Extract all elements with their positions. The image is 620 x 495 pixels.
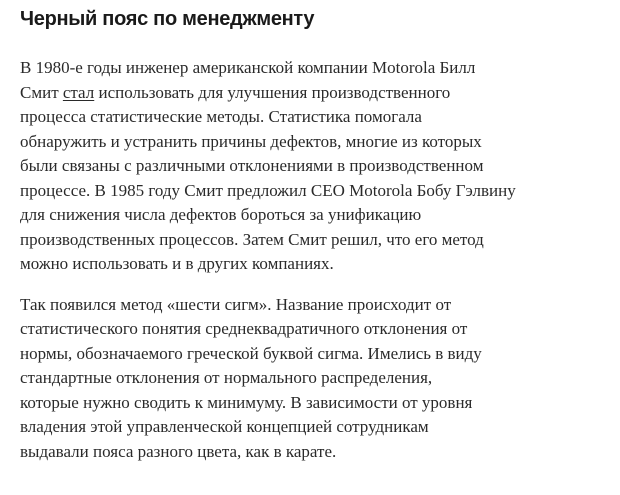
paragraph-line: процессе. В 1985 году Смит предложил CEO Motorola Бобу Гэлвину xyxy=(20,180,516,200)
paragraph-line: для снижения числа дефектов бороться за унификацию xyxy=(20,205,422,224)
paragraph-line: можно использовать и в других компаниях. xyxy=(20,254,334,273)
paragraph-line: нормы, обозначаемого греческой буквой сигма. Имелись в виду xyxy=(20,343,482,363)
paragraph-line: Так появился метод «шести сигм». Название происходит от xyxy=(20,294,452,314)
paragraph-line: обнаружить и устранить причины дефектов, многие из которых xyxy=(20,131,482,151)
paragraph-line: В 1980-е годы инженер американской компании Motorola Билл xyxy=(20,58,476,77)
article-title: Черный пояс по менеджменту xyxy=(20,8,315,30)
paragraph-line xyxy=(20,81,610,106)
line-prefix: Смит xyxy=(20,82,63,102)
paragraph-line: владения этой управленческой концепцией сотрудникам xyxy=(20,417,429,436)
paragraph-2 xyxy=(20,293,610,465)
article xyxy=(20,6,610,464)
paragraph-line: производственных процессов. Затем Смит решил, что его метод xyxy=(20,229,484,249)
stal-link[interactable]: стал xyxy=(62,82,95,102)
paragraph-line: выдавали пояса разного цвета, как в карате. xyxy=(20,441,337,461)
line-suffix: использовать для улучшения производственного xyxy=(94,82,451,102)
paragraph-line: стандартные отклонения от нормального распределения, xyxy=(20,368,433,387)
paragraph-line: которые нужно сводить к минимуму. В зависимости от уровня xyxy=(20,392,473,412)
paragraph-1 xyxy=(20,56,610,277)
paragraph-line: были связаны с различными отклонениями в производственном xyxy=(20,156,484,175)
paragraph-line: статистического понятия среднеквадратичного отклонения от xyxy=(20,319,468,338)
paragraph-line: процесса статистические методы. Статистика помогала xyxy=(20,107,422,126)
